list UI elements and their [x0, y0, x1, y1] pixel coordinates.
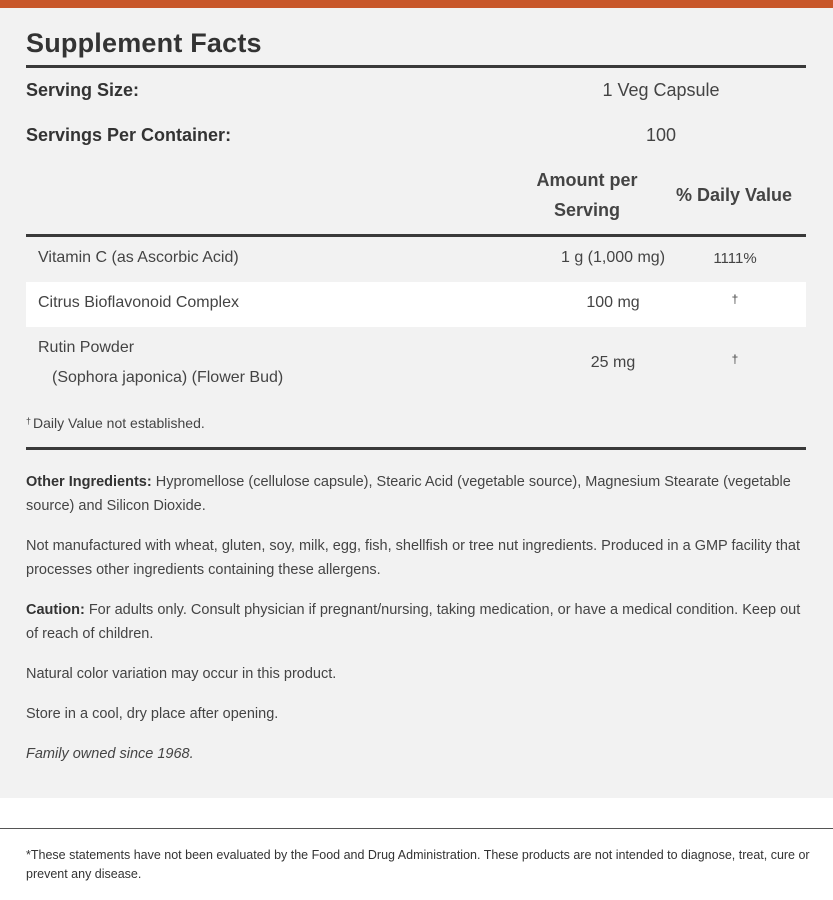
serving-size-label: Serving Size:	[26, 80, 140, 100]
nutrient-amount: 100 mg	[586, 294, 640, 311]
color-variation-note: Natural color variation may occur in this product.	[26, 666, 337, 682]
title-rule	[26, 65, 806, 68]
allergen-statement: Not manufactured with wheat, gluten, soy, milk, egg, fish, shellfish or tree nut ingredients. Produced in a GMP facility that processes other ingredients containing these allergens.	[26, 538, 800, 578]
page-title: Supplement Facts	[26, 28, 262, 58]
dagger-symbol: †	[26, 416, 32, 426]
servings-per-container-value: 100	[645, 125, 677, 145]
servings-per-container-label: Servings Per Container:	[26, 125, 232, 145]
nutrient-amount: 25 mg	[590, 354, 636, 371]
nutrient-daily-value: †	[731, 352, 739, 366]
nutrient-daily-value: †	[731, 292, 739, 306]
nutrient-subname: (Sophora japonica) (Flower Bud)	[52, 369, 284, 386]
nutrient-name: Citrus Bioflavonoid Complex	[38, 294, 239, 311]
caution-label: Caution:	[26, 602, 85, 618]
table-row	[26, 327, 806, 399]
nutrient-amount: 1 g (1,000 mg)	[560, 249, 666, 266]
daily-value-heading: % Daily Value	[675, 185, 793, 205]
facts-bottom-rule	[26, 447, 806, 450]
nutrient-name: Vitamin C (as Ascorbic Acid)	[38, 249, 239, 266]
footnote-text: Daily Value not established.	[33, 415, 205, 431]
caution-text: For adults only. Consult physician if pregnant/nursing, taking medication, or have a medical condition. Keep out of reach of children.	[26, 602, 801, 642]
accent-bar	[0, 0, 833, 8]
caution-statement	[26, 598, 806, 646]
nutrient-daily-value: 1111%	[713, 250, 757, 267]
table-row	[26, 237, 806, 282]
amount-heading-line1: Amount per	[536, 170, 638, 190]
disclaimer-divider	[0, 828, 833, 829]
table-row	[26, 282, 806, 327]
serving-size-value: 1 Veg Capsule	[602, 80, 720, 100]
amount-per-serving-heading	[506, 165, 668, 225]
other-ingredients-text: Hypromellose (cellulose capsule), Stearic Acid (vegetable source), Magnesium Stearate (vegetable source) and Silicon Dioxide.	[26, 474, 791, 514]
storage-note: Store in a cool, dry place after opening.	[26, 706, 279, 722]
other-ingredients	[26, 470, 806, 518]
other-ingredients-label: Other Ingredients:	[26, 474, 152, 490]
supplement-facts-panel	[0, 8, 833, 798]
nutrient-name: Rutin Powder	[38, 339, 135, 356]
fda-disclaimer: *These statements have not been evaluated by the Food and Drug Administration. These products are not intended to diagnose, treat, cure or prevent any disease.	[26, 848, 810, 881]
daily-value-footnote	[26, 415, 205, 431]
amount-heading-line2: Serving	[553, 200, 621, 220]
family-owned-note: Family owned since 1968.	[26, 746, 194, 762]
